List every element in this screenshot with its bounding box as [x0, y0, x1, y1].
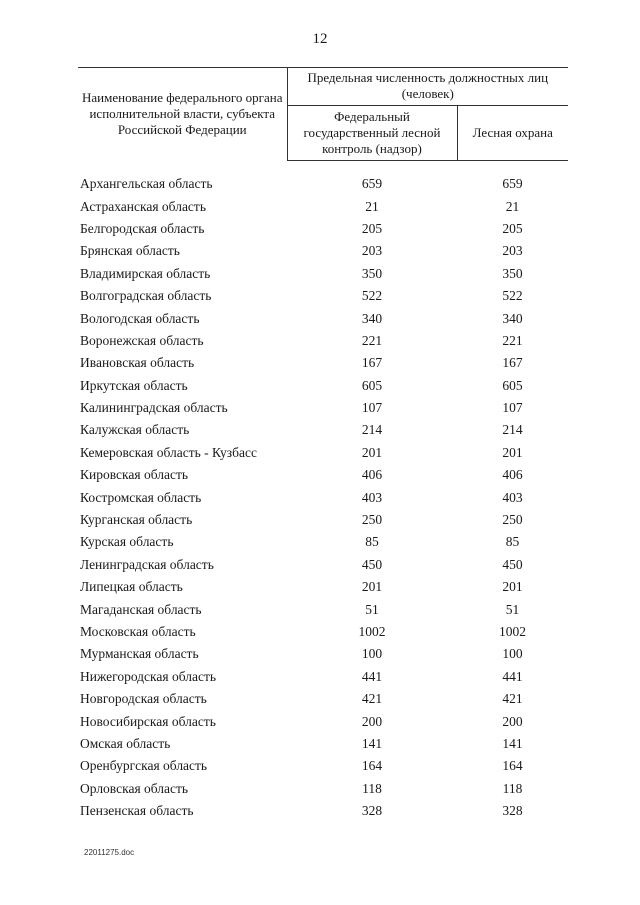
- staff-limits-table-container: [78, 67, 568, 822]
- federal-control-count: 522: [361, 288, 383, 304]
- region-name: Курганская область: [80, 512, 193, 528]
- header-staff-limit: Предельная численность должностных лиц (человек): [287, 68, 568, 106]
- federal-control-count: 403: [361, 489, 383, 505]
- forest-guard-count: 328: [502, 803, 523, 819]
- table-row: [78, 218, 568, 240]
- table-row: [78, 509, 568, 531]
- region-name: Воронежская область: [80, 332, 204, 348]
- table-row: [78, 375, 568, 397]
- federal-control-count: 200: [361, 713, 383, 729]
- table-row: [78, 733, 568, 755]
- region-name: Архангельская область: [80, 175, 213, 191]
- region-name: Белгородская область: [80, 220, 205, 236]
- region-name: Кировская область: [80, 467, 189, 483]
- federal-control-count: 167: [361, 355, 383, 371]
- federal-control-count: 350: [361, 265, 383, 281]
- federal-control-count: 21: [365, 198, 379, 214]
- forest-guard-count: 406: [502, 467, 523, 483]
- forest-guard-count: 203: [502, 243, 523, 259]
- region-name: Волгоградская область: [80, 288, 212, 304]
- region-name: Ивановская область: [80, 355, 195, 371]
- header-authority-name: Наименование федерального органа исполнительной власти, субъекта Российской Федерации: [78, 68, 287, 161]
- forest-guard-count: 340: [502, 310, 523, 326]
- table-row: [78, 643, 568, 665]
- region-name: Московская область: [80, 624, 196, 639]
- table-row: [78, 778, 568, 800]
- table-row: [78, 330, 568, 352]
- header-federal-control: Федеральный государственный лесной контроль (надзор): [287, 106, 457, 161]
- region-name: Владимирская область: [80, 265, 211, 281]
- forest-guard-count: 118: [502, 780, 523, 796]
- table-row: [78, 688, 568, 710]
- table-row: [78, 352, 568, 374]
- region-name: Нижегородская область: [80, 668, 217, 684]
- forest-guard-count: 250: [502, 512, 523, 528]
- forest-guard-count: 214: [502, 422, 523, 438]
- region-name: Липецкая область: [80, 579, 183, 595]
- region-name: Ленинградская область: [80, 556, 214, 572]
- header-forest-guard: Лесная охрана: [457, 106, 568, 161]
- region-name: Костромская область: [80, 489, 202, 505]
- region-name: Иркутская область: [80, 377, 188, 393]
- table-row: [78, 464, 568, 486]
- forest-guard-count: 605: [502, 377, 523, 393]
- federal-control-count: 1002: [358, 624, 386, 639]
- forest-guard-count: 1002: [499, 624, 526, 639]
- region-name: Пензенская область: [80, 803, 194, 819]
- federal-control-count: 250: [361, 512, 383, 528]
- table-header: [78, 68, 568, 161]
- forest-guard-count: 421: [502, 691, 523, 707]
- federal-control-count: 51: [365, 601, 379, 617]
- table-row: [78, 554, 568, 576]
- region-name: Брянская область: [80, 243, 180, 259]
- forest-guard-count: 450: [502, 556, 523, 572]
- federal-control-count: 203: [361, 243, 383, 259]
- federal-control-count: 107: [361, 400, 383, 416]
- federal-control-count: 659: [361, 176, 383, 192]
- region-name: Мурманская область: [80, 646, 199, 662]
- table-row: [78, 666, 568, 688]
- forest-guard-count: 522: [502, 288, 523, 304]
- forest-guard-count: 221: [502, 332, 523, 348]
- federal-control-count: 118: [362, 780, 382, 796]
- table-row: [78, 486, 568, 508]
- forest-guard-count: 167: [502, 355, 523, 371]
- forest-guard-count: 141: [502, 735, 523, 751]
- region-name: Вологодская область: [80, 310, 200, 326]
- region-name: Новосибирская область: [80, 713, 216, 729]
- federal-control-count: 605: [361, 377, 383, 393]
- federal-control-count: 406: [361, 467, 383, 483]
- table-row: [78, 800, 568, 822]
- table-row: [78, 263, 568, 285]
- forest-guard-count: 85: [505, 534, 520, 550]
- federal-control-count: 441: [361, 668, 383, 684]
- forest-guard-count: 100: [502, 646, 523, 662]
- table-row: [78, 240, 568, 262]
- federal-control-count: 85: [365, 534, 379, 550]
- forest-guard-count: 659: [502, 176, 523, 192]
- region-name: Новгородская область: [80, 691, 207, 707]
- table-body: [78, 161, 568, 823]
- forest-guard-count: 205: [502, 220, 523, 236]
- federal-control-count: 164: [361, 758, 383, 774]
- region-name: Астраханская область: [80, 198, 206, 214]
- forest-guard-count: 350: [502, 265, 523, 281]
- forest-guard-count: 201: [502, 444, 523, 460]
- table-row: [78, 598, 568, 620]
- federal-control-count: 141: [361, 735, 383, 751]
- region-name: Оренбургская область: [80, 758, 208, 774]
- forest-guard-count: 107: [502, 400, 523, 416]
- forest-guard-count: 21: [505, 198, 520, 214]
- federal-control-count: 450: [361, 556, 383, 572]
- region-name: Курская область: [80, 534, 174, 550]
- staff-limits-table: [78, 67, 568, 822]
- table-row: [78, 307, 568, 329]
- table-row: [78, 419, 568, 441]
- table-row: [78, 531, 568, 553]
- table-row: [78, 285, 568, 307]
- region-name: Калужская область: [80, 422, 190, 438]
- forest-guard-count: 51: [505, 601, 520, 617]
- forest-guard-count: 164: [502, 758, 523, 774]
- table-row: [78, 442, 568, 464]
- table-row: [78, 161, 568, 196]
- table-row: [78, 755, 568, 777]
- table-row: [78, 397, 568, 419]
- federal-control-count: 221: [361, 332, 383, 348]
- table-row: [78, 710, 568, 732]
- table-row: [78, 195, 568, 217]
- federal-control-count: 100: [361, 646, 383, 662]
- region-name: Калининградская область: [80, 400, 228, 416]
- footer-file-name: 22011275.doc: [84, 848, 135, 857]
- region-name: Омская область: [80, 735, 171, 751]
- federal-control-count: 421: [361, 691, 383, 707]
- table-row: [78, 621, 568, 643]
- table-row: [78, 576, 568, 598]
- federal-control-count: 328: [361, 803, 383, 819]
- forest-guard-count: 403: [502, 489, 523, 505]
- region-name: Магаданская область: [80, 601, 202, 617]
- federal-control-count: 214: [361, 422, 383, 438]
- region-name: Кемеровская область - Кузбасс: [80, 444, 257, 460]
- federal-control-count: 201: [361, 444, 383, 460]
- federal-control-count: 201: [361, 579, 383, 595]
- forest-guard-count: 200: [502, 713, 523, 729]
- forest-guard-count: 441: [502, 668, 523, 684]
- federal-control-count: 340: [361, 310, 383, 326]
- page-number: 12: [312, 31, 328, 47]
- federal-control-count: 205: [361, 220, 383, 236]
- forest-guard-count: 201: [502, 579, 523, 595]
- region-name: Орловская область: [80, 780, 189, 796]
